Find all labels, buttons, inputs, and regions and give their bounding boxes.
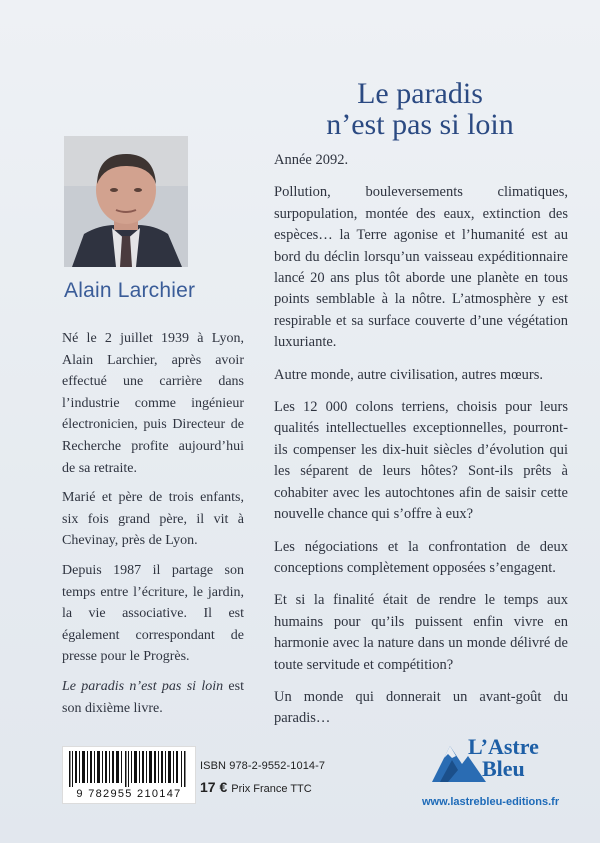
author-name: Alain Larchier xyxy=(64,279,196,302)
isbn: ISBN 978-2-9552-1014-7 xyxy=(200,760,326,772)
price-amount: 17 € xyxy=(200,779,228,795)
bio-paragraph-1: Né le 2 juillet 1939 à Lyon, Alain Larchier, après avoir effectué une carrière dans l’industrie comme ingénieur électronicien, puis Directeur de Recherche profite aujourd’hui de sa retraite. xyxy=(62,331,244,476)
author-portrait-image xyxy=(64,136,188,267)
book-title xyxy=(270,78,570,140)
bio-paragraph-3: Depuis 1987 il partage son temps entre l’écriture, le jardin, la vie associative. Il est également correspondant de presse pour le Progrès. xyxy=(62,562,244,665)
book-blurb xyxy=(274,150,568,741)
publisher-name xyxy=(468,736,539,780)
blurb-paragraph-4: Les 12 000 colons terriens, choisis pour leurs qualités intellectuelles exceptionnelles, pourront-ils compenser les dix-huit siècles d’évolution qui les séparent de leurs hôtes? Sont-ils prêts à cohabiter avec les autochtones afin de saisir cette nouvelle chance qui s’offre à eux? xyxy=(274,399,568,523)
book-title-line-1: Le paradis xyxy=(357,77,483,110)
blurb-paragraph-1: Année 2092. xyxy=(274,152,349,168)
blurb-paragraph-5: Les négociations et la confrontation de deux conceptions complètement opposées s’engagent. xyxy=(274,538,568,576)
blurb-paragraph-6: Et si la finalité était de rendre le temps aux humains pour qu’ils puissent enfin vivre en harmonie avec la nature dans un monde délivré de toute servitude et compétition? xyxy=(274,592,568,673)
barcode xyxy=(62,746,196,804)
publisher-name-line-1: L’Astre xyxy=(468,734,539,759)
price xyxy=(200,779,312,797)
bio-paragraph-4 xyxy=(62,676,244,719)
publisher-logo xyxy=(428,736,560,788)
barcode-icon xyxy=(69,751,189,787)
bio-book-title: Le paradis n’est pas si loin xyxy=(62,678,224,694)
publisher-website[interactable]: www.lastrebleu-editions.fr xyxy=(422,796,560,808)
barcode-digits: 9 782955 210147 xyxy=(76,788,182,800)
blurb-paragraph-7: Un monde qui donnerait un avant-goût du paradis… xyxy=(274,688,568,727)
price-label: Prix France TTC xyxy=(231,783,312,795)
blurb-paragraph-2: Pollution, bouleversements climatiques, surpopulation, montée des eaux, extinction des espèces… la Terre agonise et l’humanité est au bord du déclin lorsqu’un vaisseau expéditionnaire lancé 20 ans plus tôt aborde une planète en tous points semblable à la nôtre. L’atmosphère y est respirable et sa surface couverte d’une végétation luxuriante. xyxy=(274,184,568,351)
book-title-line-2: n’est pas si loin xyxy=(326,108,514,141)
author-bio xyxy=(62,328,244,727)
blurb-paragraph-3: Autre monde, autre civilisation, autres mœurs. xyxy=(274,366,543,383)
publisher-name-line-2: Bleu xyxy=(482,756,525,781)
author-photo xyxy=(64,136,188,267)
bio-paragraph-2: Marié et père de trois enfants, six fois grand père, il vit à Chevinay, près de Lyon. xyxy=(62,490,244,549)
bio-paragraph-4-rest: est son dixième livre. xyxy=(62,678,244,716)
